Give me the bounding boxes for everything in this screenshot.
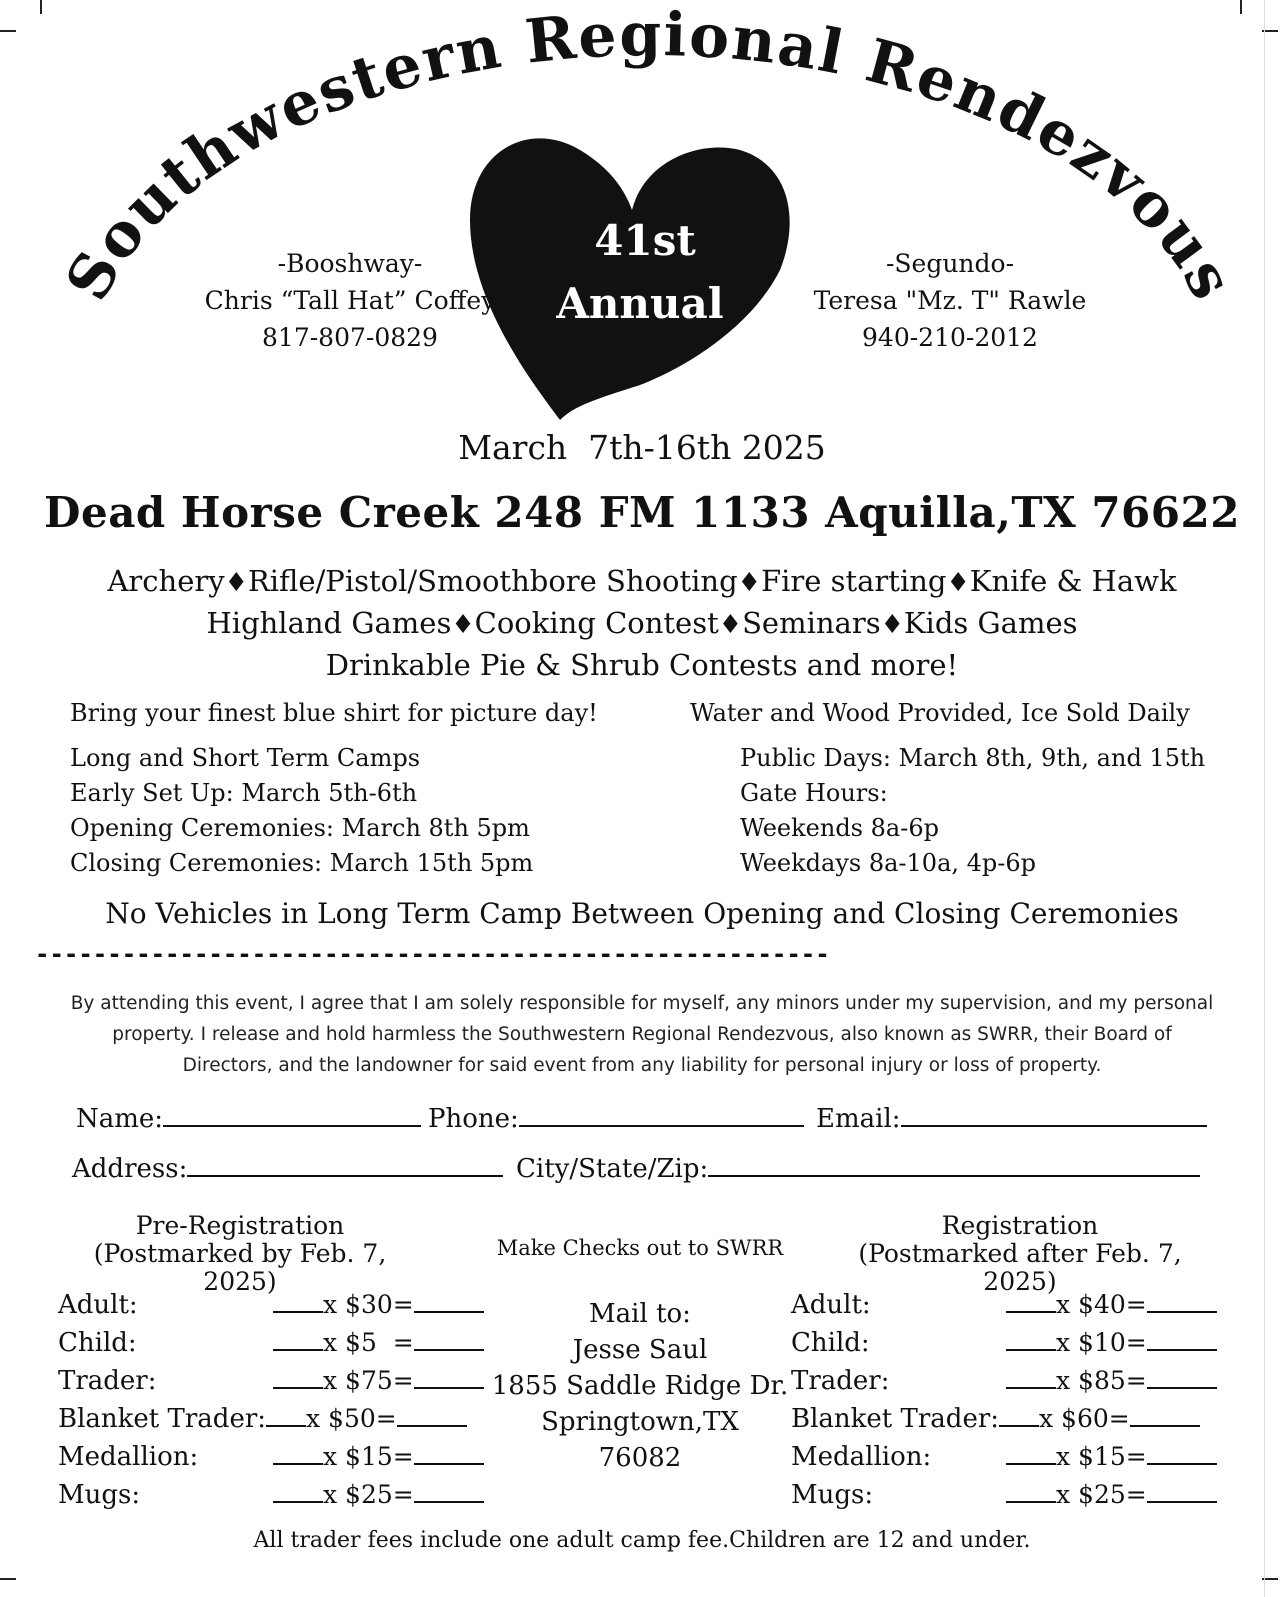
fee-label: Mugs:: [58, 1480, 141, 1510]
activity-archery: Archery: [107, 564, 225, 598]
early-setup: Early Set Up: March 5th-6th: [70, 779, 418, 807]
fee-row: [791, 1366, 1231, 1404]
fee-label: Adult:: [791, 1290, 871, 1320]
diamond-icon: ♦: [224, 568, 248, 598]
fee-row: [58, 1404, 498, 1442]
activities-line-2: [0, 602, 1284, 646]
name-label: Name:: [76, 1104, 164, 1134]
water-wood-note: Water and Wood Provided, Ice Sold Daily: [690, 699, 1190, 727]
fee-label: Trader:: [58, 1366, 157, 1396]
address-field[interactable]: [187, 1175, 503, 1177]
activity-cooking-contest: Cooking Contest: [474, 606, 719, 640]
registration-title: Registration: [941, 1211, 1099, 1240]
name-field[interactable]: [163, 1125, 421, 1127]
segundo-role: -Segundo-: [885, 249, 1015, 278]
diamond-icon: ♦: [946, 568, 970, 598]
diamond-icon: ♦: [880, 610, 904, 640]
quantity-field[interactable]: [266, 1425, 306, 1427]
quantity-field[interactable]: [1006, 1501, 1056, 1503]
registration-fees: [791, 1290, 1231, 1518]
title-graphic: [0, 0, 1284, 440]
fee-label: Mugs:: [791, 1480, 874, 1510]
total-field[interactable]: [1147, 1463, 1217, 1465]
fee-price: x $75=: [323, 1366, 414, 1395]
no-vehicles-note: No Vehicles in Long Term Camp Between Opening and Closing Ceremonies: [105, 897, 1179, 930]
quantity-field[interactable]: [273, 1311, 323, 1313]
preregistration-header: [55, 1212, 425, 1296]
total-field[interactable]: [1147, 1387, 1217, 1389]
fee-label: Blanket Trader:: [58, 1404, 267, 1434]
total-field[interactable]: [1130, 1425, 1200, 1427]
activity-seminars: Seminars: [742, 606, 881, 640]
crop-mark-left-bottom: [0, 1578, 16, 1580]
fee-row: [791, 1442, 1231, 1480]
fee-row: [58, 1328, 498, 1366]
registration-subtitle: (Postmarked after Feb. 7, 2025): [858, 1239, 1182, 1296]
mail-to-block: [490, 1296, 790, 1476]
fee-price: x $5 =: [323, 1328, 414, 1357]
activity-kids-games: Kids Games: [903, 606, 1078, 640]
preregistration-title: Pre-Registration: [135, 1211, 345, 1240]
total-field[interactable]: [1147, 1349, 1217, 1351]
fee-price: x $15=: [323, 1442, 414, 1471]
waiver-line-3: Directors, and the landowner for said event from any liability for personal injury or loss of property.: [182, 1055, 1102, 1076]
mail-street: 1855 Saddle Ridge Dr.: [491, 1371, 789, 1401]
camp-info-left: [70, 741, 533, 881]
mail-zip: 76082: [598, 1443, 682, 1473]
fee-row: [58, 1442, 498, 1480]
city-label: City/State/Zip:: [516, 1154, 709, 1184]
city-row: [516, 1154, 1200, 1184]
registration-header: [825, 1212, 1215, 1296]
opening-ceremonies: Opening Ceremonies: March 8th 5pm: [70, 814, 530, 842]
activity-knife-hawk: Knife & Hawk: [969, 564, 1177, 598]
total-field[interactable]: [414, 1311, 484, 1313]
fee-label: Blanket Trader:: [791, 1404, 1000, 1434]
fee-price: x $15=: [1056, 1442, 1147, 1471]
waiver-line-1: By attending this event, I agree that I am solely responsible for myself, any minors under my supervision, and my personal: [70, 993, 1214, 1014]
fee-price: x $85=: [1056, 1366, 1147, 1395]
activities-line-1: [0, 560, 1284, 604]
activities-line-3: Drinkable Pie & Shrub Contests and more!: [325, 648, 959, 682]
weekend-hours: Weekends 8a-6p: [740, 814, 939, 842]
booshway-phone: 817-807-0829: [262, 323, 438, 352]
quantity-field[interactable]: [273, 1387, 323, 1389]
fee-row: [58, 1366, 498, 1404]
event-venue: Dead Horse Creek 248 FM 1133 Aquilla,TX 76622: [44, 488, 1240, 537]
heart-line-2: Annual: [556, 279, 724, 328]
city-field[interactable]: [708, 1175, 1200, 1177]
fee-price: x $25=: [1056, 1480, 1147, 1509]
address-row: [72, 1154, 503, 1184]
booshway-name: Chris “Tall Hat” Coffey: [204, 286, 496, 315]
total-field[interactable]: [414, 1349, 484, 1351]
fee-row: [791, 1404, 1231, 1442]
footer-note: All trader fees include one adult camp fee.Children are 12 and under.: [253, 1528, 1031, 1553]
email-row: [816, 1104, 1207, 1134]
quantity-field[interactable]: [273, 1501, 323, 1503]
gate-hours-label: Gate Hours:: [740, 779, 888, 807]
booshway-role: -Booshway-: [277, 249, 423, 278]
fee-label: Medallion:: [791, 1442, 932, 1472]
email-field[interactable]: [901, 1125, 1207, 1127]
fee-label: Trader:: [791, 1366, 890, 1396]
fee-price: x $40=: [1056, 1290, 1147, 1319]
fee-price: x $60=: [1039, 1404, 1130, 1433]
phone-row: [428, 1104, 804, 1134]
fee-price: x $10=: [1056, 1328, 1147, 1357]
total-field[interactable]: [1147, 1501, 1217, 1503]
quantity-field[interactable]: [1006, 1311, 1056, 1313]
liability-waiver: [0, 988, 1284, 1081]
fee-row: [791, 1328, 1231, 1366]
fee-price: x $50=: [306, 1404, 397, 1433]
event-title: Southwestern Regional Rendezvous: [52, 0, 1248, 312]
preregistration-fees: [58, 1290, 498, 1518]
weekday-hours: Weekdays 8a-10a, 4p-6p: [740, 849, 1037, 877]
event-dates: March 7th-16th 2025: [458, 428, 826, 467]
heart-line-1: 41st: [594, 216, 696, 265]
waiver-line-2: property. I release and hold harmless the Southwestern Regional Rendezvous, also known as SWRR, their Board of: [112, 1024, 1172, 1045]
public-days: Public Days: March 8th, 9th, and 15th: [740, 744, 1206, 772]
quantity-field[interactable]: [273, 1463, 323, 1465]
fee-label: Child:: [791, 1328, 870, 1358]
total-field[interactable]: [414, 1463, 484, 1465]
total-field[interactable]: [397, 1425, 467, 1427]
total-field[interactable]: [414, 1501, 484, 1503]
fee-label: Medallion:: [58, 1442, 199, 1472]
phone-label: Phone:: [428, 1104, 519, 1134]
address-label: Address:: [72, 1154, 188, 1184]
quantity-field[interactable]: [1006, 1387, 1056, 1389]
total-field[interactable]: [1147, 1311, 1217, 1313]
blue-shirt-note: Bring your finest blue shirt for picture day!: [70, 699, 598, 727]
mail-to-label: Mail to:: [589, 1299, 691, 1329]
closing-ceremonies: Closing Ceremonies: March 15th 5pm: [70, 849, 534, 877]
camp-info-right: [740, 741, 1205, 881]
booshway-block: [170, 245, 530, 356]
fee-row: [791, 1480, 1231, 1518]
quantity-field[interactable]: [273, 1349, 323, 1351]
phone-field[interactable]: [519, 1125, 804, 1127]
fee-price: x $30=: [323, 1290, 414, 1319]
preregistration-subtitle: (Postmarked by Feb. 7, 2025): [93, 1239, 387, 1296]
camp-types: Long and Short Term Camps: [70, 744, 421, 772]
fee-row: [58, 1480, 498, 1518]
cut-line-divider: -------------------------------------------------------: [35, 940, 830, 968]
fee-row: [58, 1290, 498, 1328]
activity-fire-starting: Fire starting: [760, 564, 947, 598]
fee-label: Adult:: [58, 1290, 138, 1320]
checks-payable-note: Make Checks out to SWRR: [496, 1236, 784, 1260]
mail-city: Springtown,TX: [541, 1407, 739, 1437]
quantity-field[interactable]: [1006, 1349, 1056, 1351]
segundo-phone: 940-210-2012: [862, 323, 1038, 352]
diamond-icon: ♦: [737, 568, 761, 598]
fee-price: x $25=: [323, 1480, 414, 1509]
diamond-icon: ♦: [451, 610, 475, 640]
name-row: [76, 1104, 421, 1134]
mail-name: Jesse Saul: [572, 1335, 708, 1365]
fee-row: [791, 1290, 1231, 1328]
fee-label: Child:: [58, 1328, 137, 1358]
quantity-field[interactable]: [999, 1425, 1039, 1427]
diamond-icon: ♦: [718, 610, 743, 640]
quantity-field[interactable]: [1006, 1463, 1056, 1465]
total-field[interactable]: [414, 1387, 484, 1389]
email-label: Email:: [816, 1104, 901, 1134]
activity-highland-games: Highland Games: [206, 606, 452, 640]
segundo-name: Teresa "Mz. T" Rawle: [813, 286, 1087, 315]
segundo-block: [770, 245, 1130, 356]
activity-shooting: Rifle/Pistol/Smoothbore Shooting: [247, 564, 738, 598]
